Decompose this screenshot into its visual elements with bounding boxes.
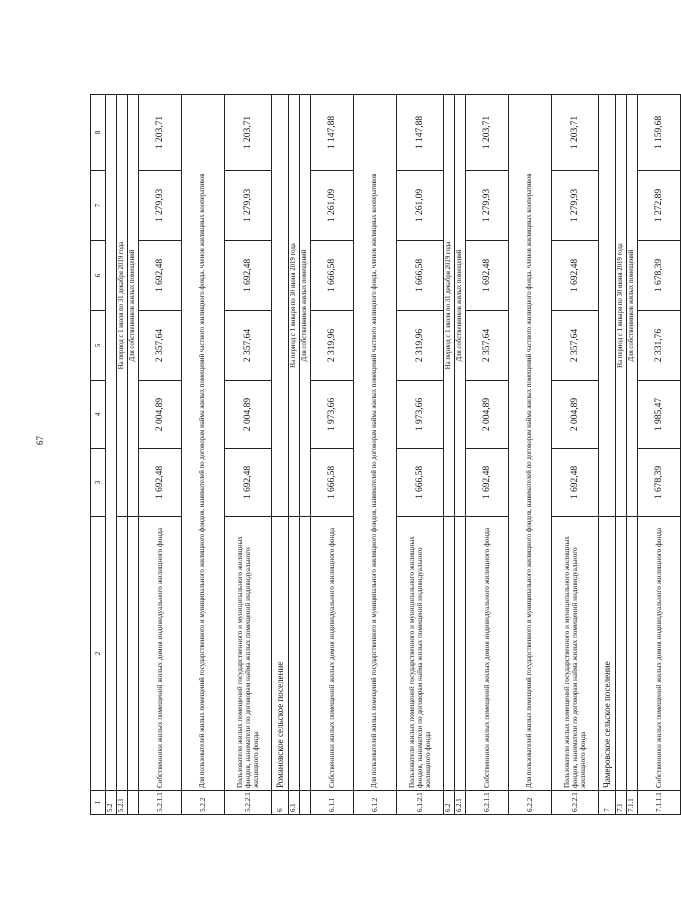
value-cell: 2 319,96 xyxy=(397,311,444,381)
row-id: 7 xyxy=(599,791,616,815)
row-label: Собственники жилых помещений жилых домов индивидуального жилищного фонда xyxy=(638,517,681,791)
row-id: 6.1.1 xyxy=(311,791,354,815)
col-header: 4 xyxy=(91,381,106,449)
value-cell: 1 692,48 xyxy=(225,449,272,517)
row-label: Пользователи жилых помещений государственного и муниципального жилищных фондов, наниматели по договорам найма жилых помещений индивидуального жилищного фонда xyxy=(225,517,272,791)
row-id: 6 xyxy=(272,791,289,815)
value-cell: 1 692,48 xyxy=(552,449,599,517)
period-label: На период с 1 января по 30 июня 2019 года xyxy=(289,95,300,517)
value-cell: 1 279,93 xyxy=(225,171,272,241)
value-cell: 1 692,48 xyxy=(466,241,509,311)
value-cell: 1 692,48 xyxy=(552,241,599,311)
row-id: 7.1 xyxy=(616,791,627,815)
col-header: 5 xyxy=(91,311,106,381)
row-id: 7.1.1 xyxy=(627,791,638,815)
row-blank xyxy=(289,517,300,791)
period-row xyxy=(117,95,128,815)
row-id: 7.1.1.1 xyxy=(638,791,681,815)
col-header: 3 xyxy=(91,449,106,517)
value-cell: 1 692,48 xyxy=(139,241,182,311)
subgroup-label: Для собственников жилых помещений xyxy=(627,95,638,517)
value-cell: 1 985,47 xyxy=(638,381,681,449)
row-blank xyxy=(272,95,289,517)
row-label: Собственники жилых помещений жилых домов индивидуального жилищного фонда xyxy=(311,517,354,791)
value-cell: 1 692,48 xyxy=(139,449,182,517)
value-cell: 1 279,93 xyxy=(552,171,599,241)
col-header: 6 xyxy=(91,241,106,311)
settlement-row xyxy=(272,95,289,815)
value-cell: 2 357,64 xyxy=(466,311,509,381)
col-header: 7 xyxy=(91,171,106,241)
period-row xyxy=(444,95,455,815)
value-cell: 2 357,64 xyxy=(139,311,182,381)
table-row xyxy=(466,95,509,815)
row-id: 5.2.1.1 xyxy=(139,791,182,815)
row-id: 5.2.2 xyxy=(182,791,225,815)
header-row xyxy=(91,95,106,815)
value-cell: 1 203,71 xyxy=(552,95,599,171)
settlement-name: Чамеровское сельское поселение xyxy=(599,517,616,791)
value-cell: 1 666,58 xyxy=(311,241,354,311)
row-id xyxy=(300,791,311,815)
value-cell: 2 004,89 xyxy=(466,381,509,449)
value-cell: 1 279,93 xyxy=(466,171,509,241)
tariff-table xyxy=(90,94,681,815)
row-blank xyxy=(444,517,455,791)
value-cell: 2 319,96 xyxy=(311,311,354,381)
group-row xyxy=(509,95,552,815)
row-id: 6.2.2.1 xyxy=(552,791,599,815)
row-id: 5.2 xyxy=(106,791,117,815)
row-id: 5.2.1 xyxy=(117,791,128,815)
row-blank xyxy=(117,517,128,791)
value-cell: 1 666,58 xyxy=(397,449,444,517)
group-label: Для пользователей жилых помещений государственного и муниципального жилищного фондов, нанимателей по договорам найма жилых помещений частного жилищного фонда, членов жилищных кооперативов xyxy=(182,95,225,791)
row-id: 6.1 xyxy=(289,791,300,815)
row-label: Пользователи жилых помещений государственного и муниципального жилищных фондов, наниматели по договорам найма жилых помещений индивидуального жилищного фонда xyxy=(397,517,444,791)
value-cell: 1 973,66 xyxy=(397,381,444,449)
row-blank xyxy=(128,517,139,791)
row-id: 5.2.2.1 xyxy=(225,791,272,815)
value-cell: 2 004,89 xyxy=(552,381,599,449)
value-cell: 1 203,71 xyxy=(139,95,182,171)
settlement-name: Романовское сельское поселение xyxy=(272,517,289,791)
value-cell: 2 004,89 xyxy=(139,381,182,449)
subgroup-label: Для собственников жилых помещений xyxy=(128,95,139,517)
value-cell: 1 159,68 xyxy=(638,95,681,171)
value-cell: 1 261,09 xyxy=(311,171,354,241)
row-id: 6.2.1 xyxy=(455,791,466,815)
table-row xyxy=(638,95,681,815)
table-row xyxy=(139,95,182,815)
row-label: Собственники жилых помещений жилых домов индивидуального жилищного фонда xyxy=(139,517,182,791)
row-blank xyxy=(599,95,616,517)
period-label: На период с 1 января по 30 июня 2019 года xyxy=(616,95,627,517)
row-label: Собственники жилых помещений жилых домов индивидуального жилищного фонда xyxy=(466,517,509,791)
value-cell: 1 692,48 xyxy=(466,449,509,517)
value-cell: 2 357,64 xyxy=(225,311,272,381)
table-row xyxy=(552,95,599,815)
value-cell: 1 279,93 xyxy=(139,171,182,241)
value-cell: 1 973,66 xyxy=(311,381,354,449)
group-row xyxy=(182,95,225,815)
row-id: 6.2.2 xyxy=(509,791,552,815)
value-cell: 1 666,58 xyxy=(311,449,354,517)
col-header: 8 xyxy=(91,95,106,171)
value-cell: 2 004,89 xyxy=(225,381,272,449)
row-blank xyxy=(300,517,311,791)
row-blank xyxy=(616,517,627,791)
table-row xyxy=(397,95,444,815)
table-row xyxy=(311,95,354,815)
value-cell: 1 147,88 xyxy=(397,95,444,171)
subgroup-label: Для собственников жилых помещений xyxy=(300,95,311,517)
page-number: 67 xyxy=(35,436,45,445)
row-blank xyxy=(627,517,638,791)
row-label: Пользователи жилых помещений государственного и муниципального жилищных фондов, наниматели по договорам найма жилых помещений индивидуального жилищного фонда xyxy=(552,517,599,791)
col-header: 1 xyxy=(91,791,106,815)
group-row xyxy=(354,95,397,815)
value-cell: 1 678,39 xyxy=(638,449,681,517)
table-body xyxy=(91,95,681,815)
value-cell: 1 666,58 xyxy=(397,241,444,311)
value-cell: 1 203,71 xyxy=(225,95,272,171)
row-id: 6.2 xyxy=(444,791,455,815)
rotated-table-container xyxy=(90,95,664,815)
subgroup-row xyxy=(455,95,466,815)
group-label: Для пользователей жилых помещений государственного и муниципального жилищного фондов, нанимателей по договорам найма жилых помещений частного жилищного фонда, членов жилищных кооперативов xyxy=(509,95,552,791)
subgroup-label: Для собственников жилых помещений xyxy=(455,95,466,517)
value-cell: 1 147,88 xyxy=(311,95,354,171)
row-id xyxy=(128,791,139,815)
row-id: 6.1.2 xyxy=(354,791,397,815)
table-row xyxy=(106,95,117,815)
value-cell: 1 203,71 xyxy=(466,95,509,171)
value-cell: 1 692,48 xyxy=(225,241,272,311)
row-blank xyxy=(455,517,466,791)
subgroup-row xyxy=(128,95,139,815)
period-label: На период с 1 июля по 31 декабря 2019 года xyxy=(444,95,455,517)
value-cell: 2 357,64 xyxy=(552,311,599,381)
subgroup-row xyxy=(627,95,638,815)
subgroup-row xyxy=(300,95,311,815)
settlement-row xyxy=(599,95,616,815)
row-id: 6.1.2.1 xyxy=(397,791,444,815)
table-row xyxy=(225,95,272,815)
period-row xyxy=(616,95,627,815)
row-blank xyxy=(106,95,117,791)
value-cell: 1 678,39 xyxy=(638,241,681,311)
group-label: Для пользователей жилых помещений государственного и муниципального жилищного фондов, нанимателей по договорам найма жилых помещений частного жилищного фонда, членов жилищных кооперативов xyxy=(354,95,397,791)
period-label: На период с 1 июля по 31 декабря 2019 года xyxy=(117,95,128,517)
period-row xyxy=(289,95,300,815)
value-cell: 1 272,89 xyxy=(638,171,681,241)
row-id: 6.2.1.1 xyxy=(466,791,509,815)
value-cell: 1 261,09 xyxy=(397,171,444,241)
col-header: 2 xyxy=(91,517,106,791)
value-cell: 2 331,76 xyxy=(638,311,681,381)
